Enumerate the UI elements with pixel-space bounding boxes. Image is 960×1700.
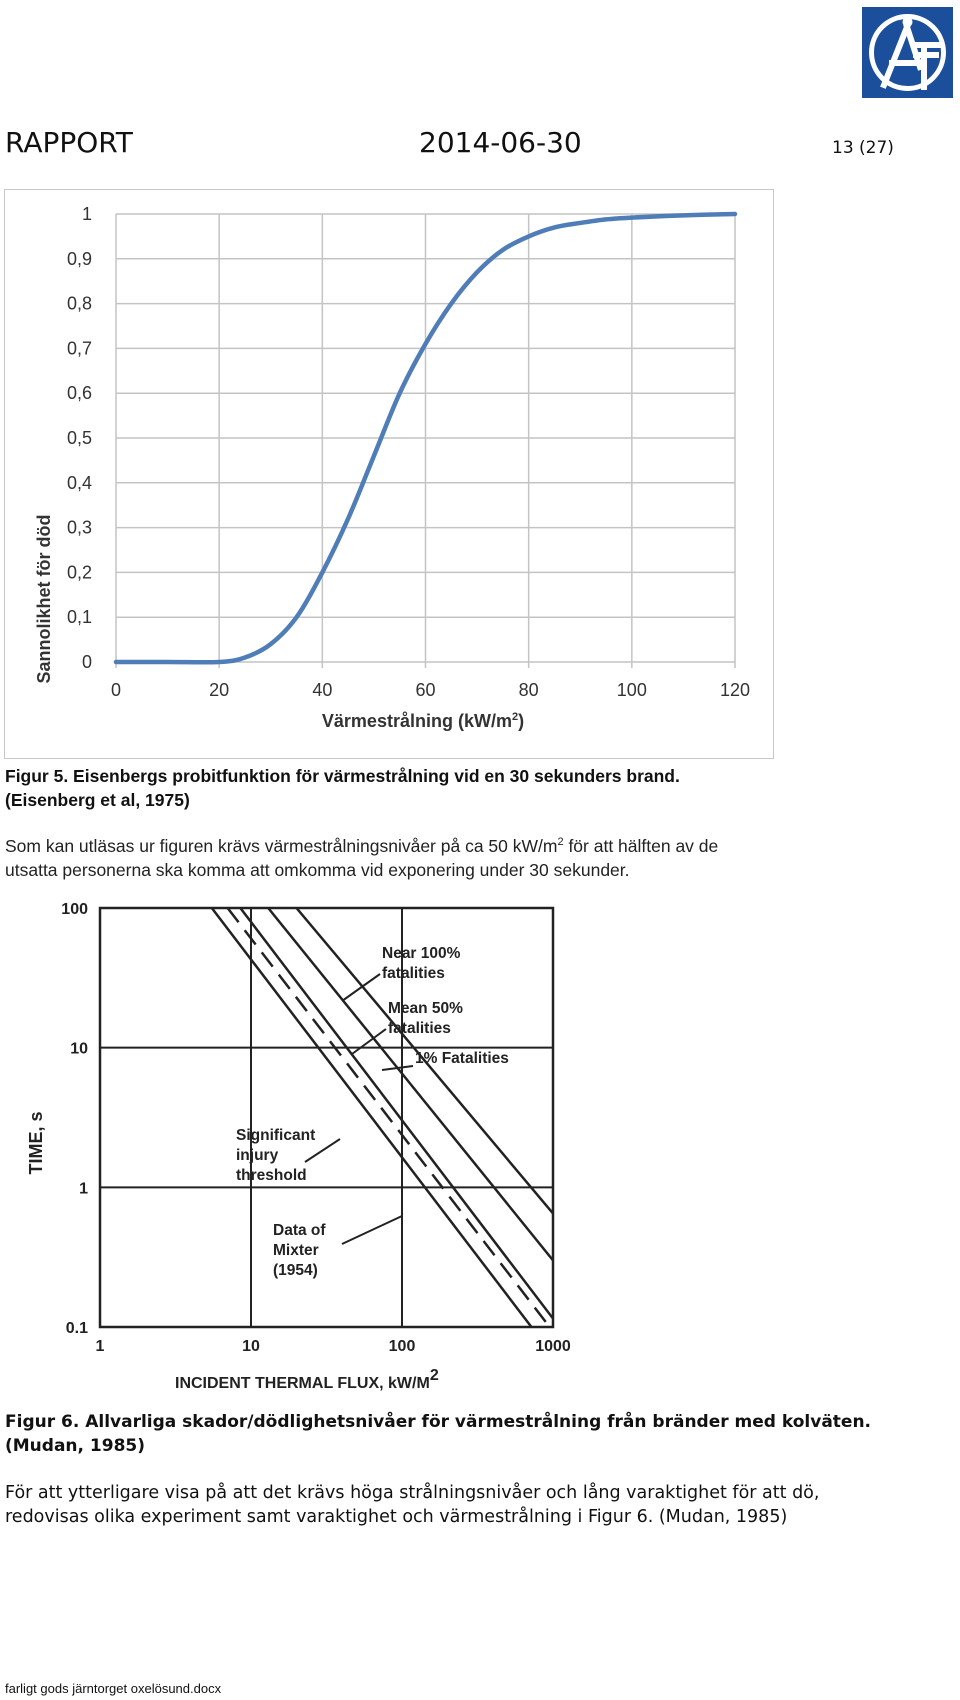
chart1-y-tick-label: 0: [81, 652, 92, 672]
chart2-x-tick-label: 100: [388, 1338, 416, 1355]
chart1-y-tick-label: 0,7: [66, 338, 92, 359]
chart1-y-tick-label: 0,9: [66, 248, 92, 269]
chart2-y-tick-label: 100: [61, 901, 88, 918]
paragraph-1-line1: Som kan utläsas ur figuren krävs värmestrålningsnivåer på ca 50 $kW/m^2$ för att hälften av de: [5, 836, 719, 856]
chart2-annotation: Near 100% fatalities: [382, 945, 461, 982]
chart1-x-tick-label: 0: [110, 680, 122, 700]
chart2-x-tick-label: 10: [242, 1338, 260, 1355]
chart2-y-axis-label: TIME, s: [26, 1111, 46, 1175]
thermal-flux-chart: [20, 898, 571, 1398]
chart1-y-tick-label: 0,6: [66, 383, 92, 404]
footer-filename: farligt gods järntorget oxelösund.docx: [5, 1681, 222, 1696]
document-type: RAPPORT: [5, 126, 133, 159]
chart2-annotation-leader: [342, 974, 380, 1001]
figure5-caption-line2: (Eisenberg et al, 1975): [5, 790, 190, 810]
chart1-x-tick-label: 20: [209, 680, 230, 700]
chart2-annotation: Data of Mixter (1954): [273, 1222, 326, 1279]
paragraph-1-line2: utsatta personerna ska komma att omkomma vid exponering under 30 sekunder.: [5, 860, 630, 880]
paragraph-2: [5, 1481, 819, 1529]
chart1-x-tick-label: 120: [719, 680, 751, 700]
chart1-x-tick-label: 60: [415, 680, 436, 700]
chart1-y-tick-label: 0,3: [66, 517, 92, 538]
probit-chart: [4, 189, 774, 759]
chart1-y-tick-label: 0,2: [66, 562, 92, 583]
figure5-caption-line1: Figur 5. Eisenbergs probitfunktion för värmestrålning vid en 30 sekunders brand.: [5, 766, 680, 786]
chart2-x-tick-label: 1: [95, 1338, 105, 1355]
chart1-y-tick-label: 0,4: [66, 472, 92, 493]
company-logo-icon: [862, 7, 953, 98]
chart2-y-tick-label: 0.1: [65, 1320, 88, 1337]
figure6-caption: [5, 1410, 871, 1458]
chart1-x-tick-label: 40: [312, 680, 333, 700]
chart1-y-tick-label: 0,5: [66, 428, 92, 448]
chart1-x-tick-label: 80: [518, 680, 539, 700]
figure6-caption-line1: Figur 6. Allvarliga skador/dödlighetsnivåer för värmestrålning från bränder med kolväten.: [5, 1412, 872, 1432]
chart2-y-tick-label: 1: [79, 1180, 88, 1198]
paragraph-1: [5, 834, 718, 882]
chart2-annotation-leader: [342, 1216, 402, 1244]
chart2-x-axis-label-sup: 2: [429, 1367, 439, 1384]
chart2-x-tick-label: 1000: [535, 1338, 571, 1355]
figure6-caption-line2: (Mudan, 1985): [5, 1436, 145, 1456]
chart2-annotation: Mean 50% fatalities: [388, 1000, 463, 1037]
chart1-y-tick-label: 1: [81, 204, 92, 224]
figure5-caption: [5, 764, 680, 812]
chart1-x-tick-label: 100: [616, 680, 647, 700]
chart2-series-significant-injury-threshold: [212, 908, 532, 1327]
superscript-2: 2: [557, 836, 564, 848]
paragraph-2-line2: redovisas olika experiment samt varaktighet och värmestrålning i Figur 6. (Mudan, 1985): [5, 1507, 788, 1527]
chart2-annotation: Significant injury threshold: [236, 1127, 316, 1184]
chart1-x-axis-label: Värmestrålning $(kW/m^2)$: [321, 711, 525, 731]
chart1-x-axis-label-end: ): [518, 711, 525, 731]
document-date: 2014-06-30: [419, 126, 582, 159]
page-number: 13 (27): [832, 138, 894, 158]
chart2-x-axis-label: INCIDENT THERMAL FLUX, kW/M2: [175, 1367, 439, 1392]
chart1-y-tick-label: 0,8: [66, 293, 92, 314]
paragraph-2-line1: För att ytterligare visa på att det krävs höga strålningsnivåer och lång varaktighet för att dö,: [5, 1483, 820, 1503]
chart2-annotation: 1% Fatalities: [415, 1050, 509, 1067]
chart2-y-tick-label: 10: [70, 1040, 88, 1058]
chart1-y-tick-label: 0,1: [66, 607, 92, 628]
chart1-y-axis-label: Sannolikhet för död: [34, 514, 54, 684]
chart1-x-axis-label-sup: 2: [511, 711, 519, 723]
